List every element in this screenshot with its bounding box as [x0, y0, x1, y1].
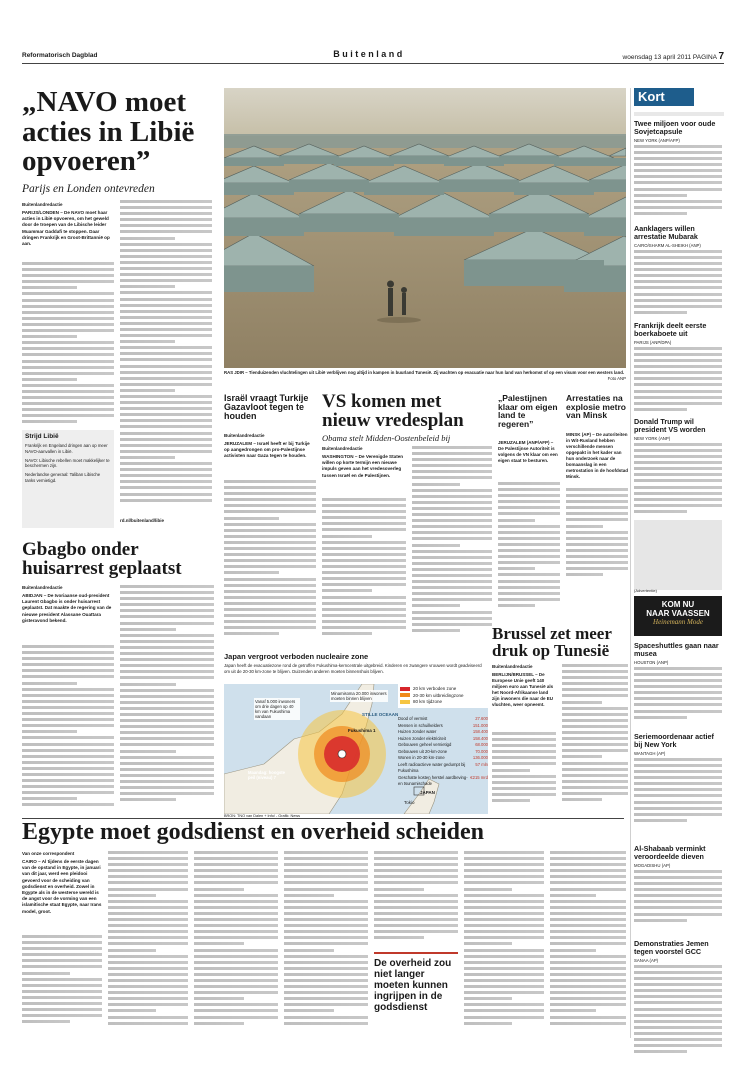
- lead-body-col2: [120, 200, 212, 515]
- egypte-body-col2: [108, 851, 188, 1031]
- graphic-intro: Japan heeft de evacuatiezone rond de getroffen Fukushima-kerncentrale uitgebreid. Kinderen en zwangere vrouwen wordt geadviseerd om uit de 20-30 km-zone te blijven. Duizenden anderen moeten binnenshuis blijven.: [224, 663, 482, 674]
- factbox-item: Nederlandse generaal: Taliban Libische tanks vernietigd.: [25, 472, 101, 483]
- kort-item-body: [634, 758, 722, 836]
- kort-item-body: [634, 250, 722, 322]
- kort-item: [634, 845, 722, 932]
- kort-item-dateline: NEW YORK (ANP/AFP): [634, 137, 680, 143]
- page-date: woensdag 13 april 2011: [622, 54, 692, 61]
- graphic-stats: [398, 716, 488, 788]
- lead-tag: Buitenlandredactie: [22, 202, 63, 207]
- map-note-right: Minamisoma 20.000 inwoners moeten binnen blijven: [331, 691, 387, 701]
- kort-item-dateline: WANTAGH (AP): [634, 750, 666, 756]
- vs-body-col1: [322, 498, 406, 642]
- ivoorkust-intro: ABIDJAN – De Ivoriaanse oud-president Laurent Gbagbo is onder huisarrest geplaatst. Dat maakte de regering van de nieuwe president Alassane Ouattara gisteravond bekend.: [22, 593, 112, 623]
- minsk-intro: MINSK (AP) – De autoriteiten in Wit-Rusland hebben verschillende mensen opgepakt in het kader van hun onderzoek naar de bomaanslag in een metrostation in de hoofdstad Minsk.: [566, 432, 629, 480]
- egypte-body-col3: [194, 851, 278, 1031]
- kort-item-title: Al-Shabaab verminkt veroordeelde dieven: [634, 844, 706, 861]
- vs-intro: WASHINGTON – De Verenigde Staten willen op korte termijn een nieuwe impuls geven aan het vredesoverleg tussen Israël en de Palestijnen.: [322, 454, 404, 478]
- kort-item-dateline: NEW YORK (ANP): [634, 435, 671, 441]
- lead-link[interactable]: rd.nl/buitenland/libie: [120, 518, 165, 523]
- legend-swatch: [400, 700, 410, 704]
- ad-line3: Heinemann Mode: [653, 618, 703, 626]
- page-number: 7: [718, 51, 724, 62]
- vs-headline: VS komen met nieuw vredesplan: [322, 391, 464, 432]
- ivoorkust-body-col1: [22, 645, 114, 813]
- tunesie-tag: Buitenlandredactie: [492, 664, 533, 669]
- legend-label: 20-30 km uitbreidingzone: [413, 692, 464, 698]
- kort-photo: [634, 520, 722, 590]
- map-legend: [398, 684, 488, 708]
- photo-image: [224, 88, 626, 368]
- stat-label: Wonen in 20-30 km-zone: [398, 755, 445, 760]
- palestijnen-body: [498, 482, 560, 617]
- stat-value: 151.000: [472, 722, 488, 728]
- stat-label: Leeft radioactieve water gedumpt bij Fukushima: [398, 761, 466, 773]
- legend-label: 20 km verboden zone: [413, 686, 457, 691]
- photo-credit: Foto ANP: [607, 375, 626, 381]
- stat-value: 136.000: [472, 755, 488, 760]
- ad-line2: NAAR VAASSEN: [646, 609, 710, 618]
- factbox-item: NAVO: Libische rebellen moet makkelijker te beschermen zijn.: [25, 457, 110, 469]
- egypte-body-col6: [464, 851, 544, 1031]
- lead-body-col1: [22, 262, 114, 427]
- tunesie-body-col2: [562, 664, 628, 812]
- stat-value: 158.400: [472, 735, 488, 741]
- lead-headline: „NAVO moet acties in Libië opvoeren”: [22, 86, 195, 178]
- palestijnen-headline: „Palestijnen klaar om eigen land te regeren”: [498, 393, 558, 429]
- kort-item-dateline: SANAA (AP): [634, 957, 659, 963]
- graphic-title: Japan vergroot verboden nucleaire zone: [224, 652, 369, 661]
- lead-intro: PARIJS/LONDEN – De NAVO moet haar acties in Libië opvoeren, om het geweld door de troepen van de Libische leider Muammar Gaddafi te stoppen. Daar dringen Frankrijk en Groot-Brittannië op aan.: [22, 210, 110, 246]
- minsk-headline: Arrestaties na explosie metro van Minsk: [566, 393, 626, 421]
- map-ocean-label: STILLE OCEAAN: [362, 712, 399, 717]
- kort-item: [634, 322, 722, 419]
- kort-item-body: [634, 965, 722, 1065]
- legend-swatch: [400, 687, 410, 691]
- tunesie-body-col1: [492, 732, 556, 812]
- egypte-body-col4: [284, 851, 368, 1031]
- kort-item-dateline: CAIRO/SHARM AL-SHEIKH (ANP): [634, 242, 701, 248]
- fukushima-marker: [338, 750, 346, 758]
- legend-item: [400, 699, 486, 704]
- pullquote-text: De overheid zou niet langer moeten kunnen ingrijpen in de godsdienst: [374, 958, 452, 1013]
- minsk-body: [566, 488, 628, 588]
- stat-label: Mensen in schuilkelders: [398, 722, 443, 728]
- kort-item-dateline: HOUSTON (ANP): [634, 659, 669, 665]
- map-tokio-label: Tokio: [404, 800, 415, 805]
- ad-line1: KOM NU: [661, 600, 695, 609]
- israel-body: [224, 480, 316, 642]
- map-note-left: Vanaf 5.000 inwoners om drie dagen op 40 km van Fukushima vandaan: [254, 698, 300, 720]
- lead-factbox: [22, 430, 114, 528]
- kort-item: [634, 120, 722, 217]
- egypte-tag: Van onze correspondent: [22, 851, 75, 856]
- stat-value: 68.000: [475, 742, 488, 747]
- kort-item-title: Aanklagers willen arrestatie Mubarak: [634, 224, 698, 241]
- column-separator: [630, 88, 631, 1038]
- kort-item-title: Seriemoordenaar actief bij New York: [634, 732, 714, 749]
- kort-item: [634, 940, 722, 1065]
- kort-item: [634, 418, 722, 523]
- stat-label: Huizen zonder elektriciteit: [398, 735, 446, 741]
- paper-name: Reformatorisch Dagblad: [22, 52, 98, 59]
- caption-text: RAS JDIR – Tienduizenden vluchtelingen uit Libië verblijven nog altijd in kampen in buurland Tunesië. Zij wachten op evacuatie naar hun land van herkomst of op een visum voor een westers land.: [224, 370, 625, 375]
- egypte-pullquote: [374, 952, 458, 1013]
- ivoorkust-tag: Buitenlandredactie: [22, 585, 63, 590]
- kort-item-body: [634, 443, 722, 523]
- stat-label: Gebouwen geheel vernietigd: [398, 742, 452, 747]
- legend-label: 80 km tijdzone: [413, 699, 443, 704]
- palestijnen-intro: JERUZALEM (ANP/AFP) – De Palestijnse Autoriteit is volgens de VN klaar om een eigen staat te besturen.: [498, 440, 558, 464]
- egypte-body-col7: [550, 851, 626, 1031]
- ivoorkust-headline: Gbagbo onder huisarrest geplaatst: [22, 539, 182, 580]
- ad-label: (Advertentie): [634, 588, 657, 593]
- stat-row: [398, 762, 488, 775]
- kort-item-title: Frankrijk deelt eerste boerkaboete uit: [634, 321, 707, 338]
- legend-item: [400, 686, 486, 691]
- section-title: Buitenland: [333, 49, 405, 59]
- vs-subhead: Obama stelt Midden-Oostenbeleid bij: [322, 433, 451, 443]
- stat-value: 158.400: [472, 729, 488, 734]
- israel-headline: Israël vraagt Turkije Gazavloot tegen te houden: [224, 393, 309, 422]
- vs-tag: Buitenlandredactie: [322, 446, 363, 451]
- egypte-body-col1: [22, 935, 102, 1030]
- kort-item-dateline: MOGADISHU (AP): [634, 862, 671, 868]
- israel-tag: Buitenlandredactie: [224, 433, 265, 438]
- page-label: PAGINA: [692, 54, 717, 61]
- stat-value: €215 mrd: [470, 774, 488, 780]
- kort-divider: [634, 112, 724, 116]
- stat-row: [398, 775, 488, 788]
- kort-item-title: Donald Trump wil president VS worden: [634, 417, 706, 434]
- kort-item: [634, 733, 722, 836]
- stat-label: Geschatte kosten herstel aardbeving- en tsunamischade: [398, 774, 468, 786]
- stat-value: 27.600: [475, 716, 488, 721]
- graphic-credit: BRON: TNO van Dalen + Info/ - Grafik: News: [224, 814, 300, 818]
- stat-value: 57 mln: [475, 761, 488, 767]
- egypte-body-col5: [374, 851, 458, 946]
- kort-item-title: Demonstraties Jemen tegen voorstel GCC: [634, 939, 709, 956]
- egypte-headline: Egypte moet godsdienst en overheid scheiden: [22, 819, 484, 845]
- kort-item-title: Twee miljoen voor oude Sovjetcapsule: [634, 119, 716, 136]
- israel-intro: JERUZALEM – Israël heeft er bij Turkije op aangedrongen om pro-Palestijnse activisten naar Gaza tegen te houden.: [224, 441, 310, 459]
- kort-item-dateline: PARIJS (ANP/DPA): [634, 339, 672, 345]
- legend-swatch: [400, 693, 410, 697]
- lead-subhead: Parijs en Londen ontevreden: [22, 183, 155, 195]
- map-japan-label: JAPAN: [420, 790, 435, 795]
- stat-label: Gebouwen uit 20-km-zone: [398, 748, 448, 754]
- advertisement[interactable]: [634, 596, 722, 636]
- refugee-camp-photo: [224, 88, 626, 368]
- egypte-intro: CAIRO – Al tijdens de eerste dagen van de opstand in Egypte, in januari van dit jaar, werd een pleidooi gevoerd voor de scheiding van godsdienst en overheid. Zowel in Egypte als in de westerse wereld is de angst voor de vorming van een islamitische staat Egypte, naar Irans model, groot.: [22, 859, 102, 914]
- kort-item-title: Spaceshuttles gaan naar musea: [634, 641, 719, 658]
- stat-label: Dood of vermist: [398, 716, 428, 721]
- kort-item-body: [634, 667, 722, 727]
- tunesie-intro: BERLIJN/BRUSSEL – De Europese Unie geeft 140 miljoen euro aan Tunesië als het Noord-Afrikaanse land zijn inwoners die naar de EU vluchten, weer opneemt.: [492, 672, 554, 708]
- stat-value: 70.000: [475, 748, 488, 754]
- kort-item: [634, 642, 722, 727]
- kort-item: [634, 225, 722, 322]
- tunesie-headline: Brussel zet meer druk op Tunesië: [492, 624, 612, 661]
- kort-item-body: [634, 870, 722, 932]
- page-info: [623, 51, 724, 62]
- kort-item-body: [634, 145, 722, 217]
- factbox-title: Strijd Libië: [25, 433, 59, 440]
- kort-label: Kort: [634, 88, 694, 106]
- header-rule: [22, 63, 724, 64]
- ivoorkust-body-col2: [120, 585, 214, 813]
- photo-caption: [224, 370, 626, 381]
- factbox-item: Frankrijk en Engeland dringen aan op meer NAVO-aanvallen in Libië.: [25, 443, 108, 454]
- map-plant-label: Fukushima 1: [348, 728, 376, 733]
- stat-label: Huizen zonder water: [398, 729, 437, 734]
- map-label-red: Maandag: hoogste peil (niveau) 7: [248, 770, 285, 780]
- vs-body-col2: [412, 446, 492, 642]
- legend-item: [400, 693, 486, 698]
- kort-item-body: [634, 347, 722, 419]
